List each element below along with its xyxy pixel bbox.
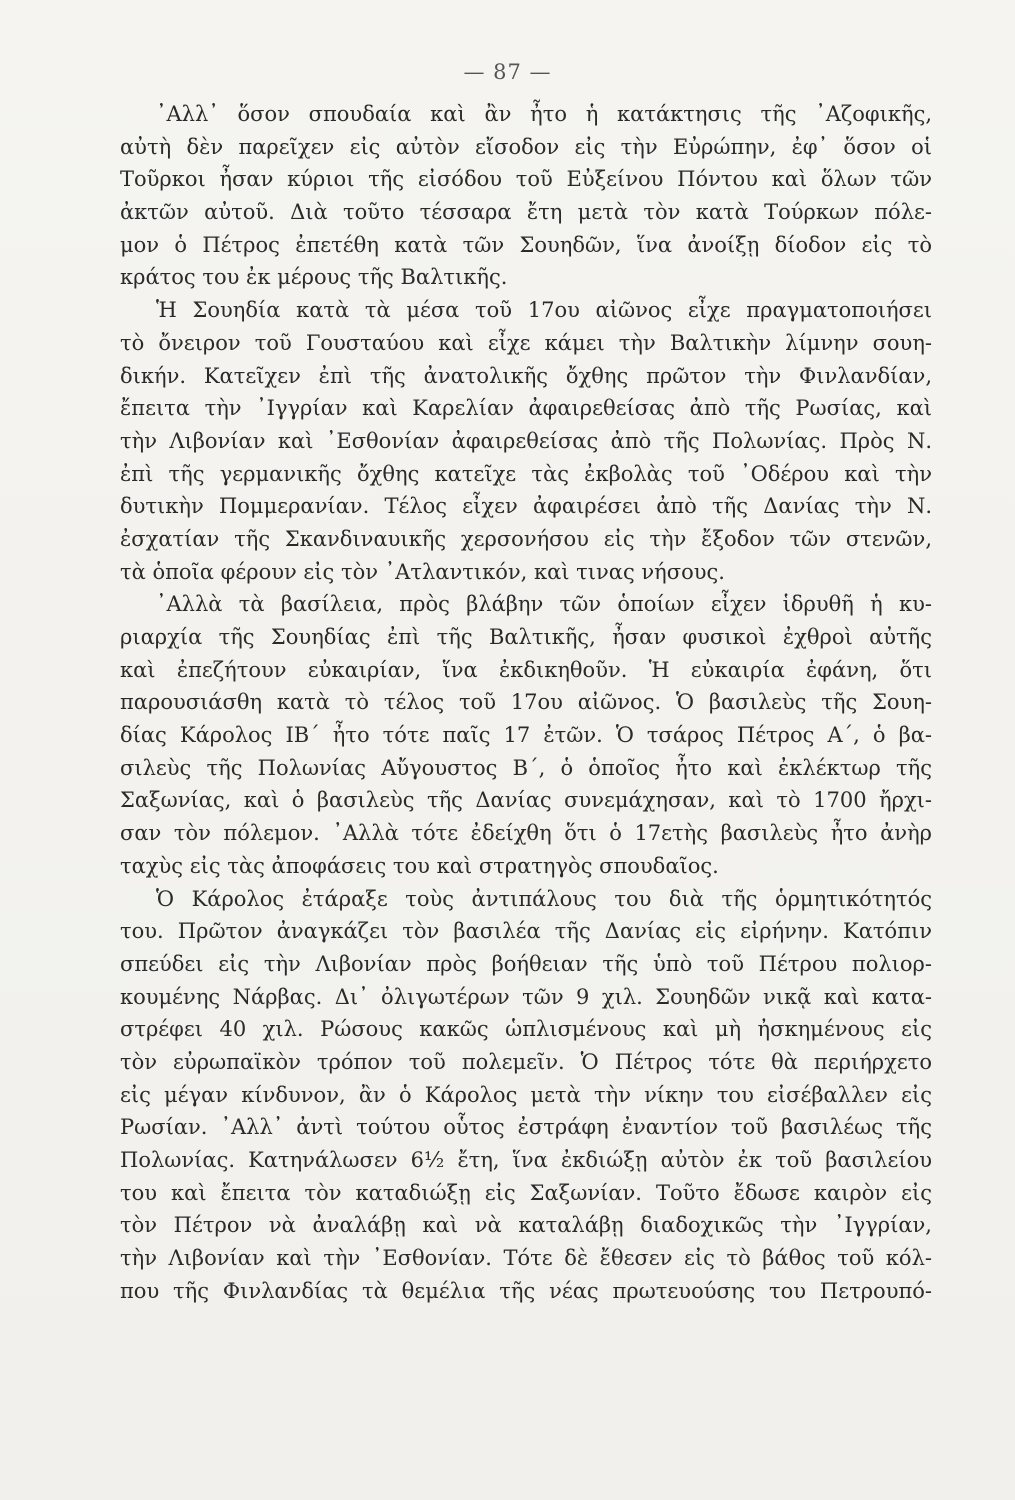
text-line: Πολωνίας. Κατηνάλωσεν 6½ ἔτη, ἵνα ἐκδιώξῃ αὐτὸν ἐκ τοῦ βασιλείου (120, 1148, 932, 1172)
text-line: ᾿Αλλὰ τὰ βασίλεια, πρὸς βλάβην τῶν ὁποίων εἶχεν ἱδρυθῆ ἡ κυ- (156, 592, 932, 617)
text-line: εἰς μέγαν κίνδυνον, ἂν ὁ Κάρολος μετὰ τὴν νίκην του εἰσέβαλλεν εἰς (120, 1082, 932, 1107)
text-line: στρέφει 40 χιλ. Ρώσους κακῶς ὡπλισμένους καὶ μὴ ἠσκημένους εἰς (120, 1017, 932, 1042)
text-line: του καὶ ἔπειτα τὸν καταδιώξῃ εἰς Σαξωνίαν. Τοῦτο ἔδωσε καιρὸν εἰς (120, 1180, 932, 1205)
text-line: Τοῦρκοι ἦσαν κύριοι τῆς εἰσόδου τοῦ Εὐξείνου Πόντου καὶ ὅλων τῶν (120, 167, 932, 192)
text-line: του. Πρῶτον ἀναγκάζει τὸν βασιλέα τῆς Δανίας εἰς εἰρήνην. Κατόπιν (120, 919, 932, 944)
text-line: ᾿Αλλ᾿ ὅσον σπουδαία καὶ ἂν ἦτο ἡ κατάκτησις τῆς ᾿Αζοφικῆς, (156, 102, 932, 126)
text-line: ἐπὶ τῆς γερμανικῆς ὄχθης κατεῖχε τὰς ἐκβολὰς τοῦ ᾿Οδέρου καὶ τὴν (120, 461, 932, 486)
text-line: τὰ ὁποῖα φέρουν εἰς τὸν ᾿Ατλαντικόν, καὶ τινας νήσους. (120, 559, 725, 584)
text-line: δυτικὴν Πομμερανίαν. Τέλος εἶχεν ἀφαιρέσει ἀπὸ τῆς Δανίας τὴν Ν. (120, 494, 932, 519)
text-line: κουμένης Νάρβας. Δι᾿ ὀλιγωτέρων τῶν 9 χιλ. Σουηδῶν νικᾷ καὶ κατα- (120, 984, 932, 1009)
text-line: τὸν Πέτρον νὰ ἀναλάβῃ καὶ νὰ καταλάβῃ διαδοχικῶς τὴν ᾿Ιγγρίαν, (120, 1213, 932, 1238)
text-line: ἀκτῶν αὐτοῦ. Διὰ τοῦτο τέσσαρα ἔτη μετὰ τὸν κατὰ Τούρκων πόλε- (120, 200, 932, 225)
text-line: αὐτὴ δὲν παρεῖχεν εἰς αὐτὸν εἴσοδον εἰς τὴν Εὐρώπην, ἐφ᾿ ὅσον οἱ (120, 134, 932, 159)
text-line: που τῆς Φινλανδίας τὰ θεμέλια τῆς νέας πρωτευούσης του Πετρουπό- (120, 1278, 932, 1303)
text-line: κράτος του ἐκ μέρους τῆς Βαλτικῆς. (120, 265, 508, 290)
text-line: παρουσιάσθη κατὰ τὸ τέλος τοῦ 17ου αἰῶνος. Ὁ βασιλεὺς τῆς Σουη- (120, 690, 932, 715)
page-number: — 87 — (463, 60, 552, 84)
text-line: Ἡ Σουηδία κατὰ τὰ μέσα τοῦ 17ου αἰῶνος εἶχε πραγματοποιήσει (156, 298, 932, 323)
text-line: τὸ ὄνειρον τοῦ Γουσταύου καὶ εἶχε κάμει τὴν Βαλτικὴν λίμνην σουη- (120, 330, 932, 355)
text-line: τὴν Λιβονίαν καὶ ᾿Εσθονίαν ἀφαιρεθείσας ἀπὸ τῆς Πολωνίας. Πρὸς Ν. (120, 428, 932, 453)
text-line: δίας Κάρολος ΙΒ΄ ἦτο τότε παῖς 17 ἐτῶν. Ὁ τσάρος Πέτρος Α΄, ὁ βα- (120, 723, 932, 748)
text-line: σαν τὸν πόλεμον. ᾿Αλλὰ τότε ἐδείχθη ὅτι ὁ 17ετὴς βασιλεὺς ἦτο ἀνὴρ (120, 821, 932, 846)
text-line: σιλεὺς τῆς Πολωνίας Αὔγουστος Β΄, ὁ ὁποῖος ἦτο καὶ ἐκλέκτωρ τῆς (120, 755, 932, 780)
body-text (120, 98, 932, 1307)
text-line: Ρωσίαν. ᾿Αλλ᾿ ἀντὶ τούτου οὗτος ἐστράφη ἐναντίον τοῦ βασιλέως τῆς (120, 1115, 932, 1140)
text-line: ριαρχία τῆς Σουηδίας ἐπὶ τῆς Βαλτικῆς, ἦσαν φυσικοὶ ἐχθροὶ αὐτῆς (120, 625, 932, 649)
text-line: δικήν. Κατεῖχεν ἐπὶ τῆς ἀνατολικῆς ὄχθης πρῶτον τὴν Φινλανδίαν, (120, 363, 932, 388)
text-line: Ὁ Κάρολος ἐτάραξε τοὺς ἀντιπάλους του διὰ τῆς ὁρμητικότητός (156, 886, 932, 911)
text-line: ἔπειτα τὴν ᾿Ιγγρίαν καὶ Καρελίαν ἀφαιρεθείσας ἀπὸ τῆς Ρωσίας, καὶ (120, 396, 932, 421)
text-line: τὴν Λιβονίαν καὶ τὴν ᾿Εσθονίαν. Τότε δὲ ἔθεσεν εἰς τὸ βάθος τοῦ κόλ- (120, 1246, 932, 1271)
text-line: μον ὁ Πέτρος ἐπετέθη κατὰ τῶν Σουηδῶν, ἵνα ἀνοίξῃ δίοδον εἰς τὸ (120, 232, 932, 257)
text-line: τὸν εὐρωπαϊκὸν τρόπον τοῦ πολεμεῖν. Ὁ Πέτρος τότε θὰ περιήρχετο (120, 1049, 932, 1074)
text-line: καὶ ἐπεζήτουν εὐκαιρίαν, ἵνα ἐκδικηθοῦν. Ἡ εὐκαιρία ἐφάνη, ὅτι (120, 657, 932, 682)
text-line: ἐσχατίαν τῆς Σκανδιναυικῆς χερσονήσου εἰς τὴν ἔξοδον τῶν στενῶν, (120, 526, 932, 551)
text-line: ταχὺς εἰς τὰς ἀποφάσεις του καὶ στρατηγὸς σπουδαῖος. (120, 853, 719, 878)
text-line: Σαξωνίας, καὶ ὁ βασιλεὺς τῆς Δανίας συνεμάχησαν, καὶ τὸ 1700 ἤρχι- (120, 788, 932, 813)
text-line: σπεύδει εἰς τὴν Λιβονίαν πρὸς βοήθειαν τῆς ὑπὸ τοῦ Πέτρου πολιορ- (120, 951, 932, 976)
